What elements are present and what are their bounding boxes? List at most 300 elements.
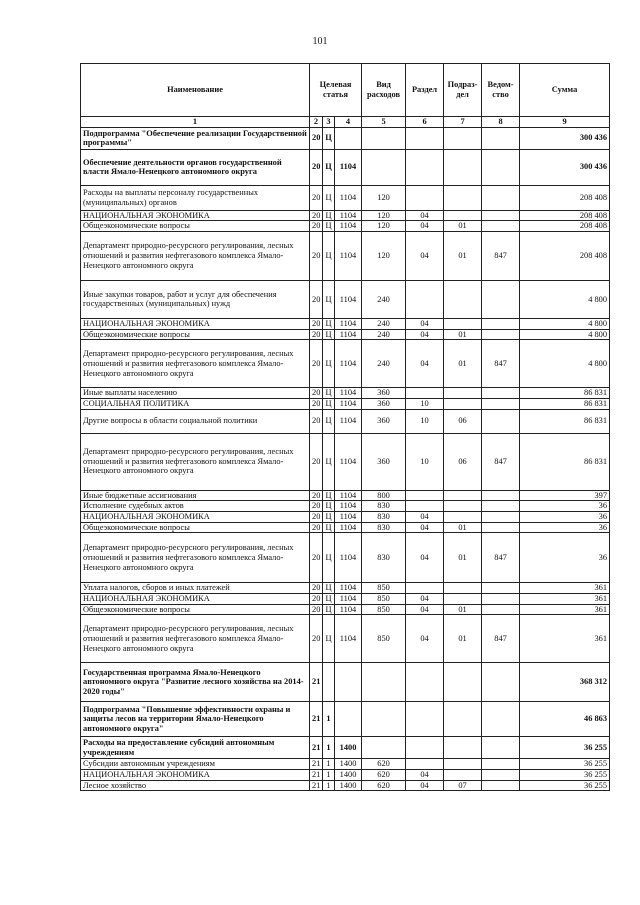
row-name: НАЦИОНАЛЬНАЯ ЭКОНОМИКА xyxy=(81,318,310,329)
row-target-2: Ц xyxy=(323,231,335,280)
column-number: 2 xyxy=(310,117,323,128)
table-row xyxy=(81,221,610,232)
row-target-1: 20 xyxy=(310,388,323,399)
row-dept: 847 xyxy=(482,433,520,490)
row-target-1: 20 xyxy=(310,615,323,663)
table-row xyxy=(81,127,610,149)
header-dept: Ведом-ство xyxy=(482,64,520,117)
row-sum: 208 408 xyxy=(520,210,610,221)
row-target-3: 1400 xyxy=(335,769,362,780)
row-name: Общеэкономические вопросы xyxy=(81,522,310,533)
row-target-1: 20 xyxy=(310,533,323,583)
row-target-3 xyxy=(335,663,362,702)
row-expense-type: 830 xyxy=(362,511,406,522)
table-row xyxy=(81,149,610,185)
row-dept xyxy=(482,185,520,210)
row-target-2: 1 xyxy=(323,769,335,780)
row-dept xyxy=(482,522,520,533)
row-name: Расходы на предоставление субсидий автономным учреждениям xyxy=(81,737,310,759)
table-row xyxy=(81,759,610,770)
row-sum: 36 xyxy=(520,522,610,533)
row-target-3 xyxy=(335,127,362,149)
row-target-1: 20 xyxy=(310,409,323,433)
table-row xyxy=(81,511,610,522)
row-name: НАЦИОНАЛЬНАЯ ЭКОНОМИКА xyxy=(81,593,310,604)
row-dept xyxy=(482,593,520,604)
row-sum: 36 255 xyxy=(520,759,610,770)
row-target-3: 1104 xyxy=(335,231,362,280)
row-target-3: 1104 xyxy=(335,533,362,583)
row-dept xyxy=(482,318,520,329)
row-name: Исполнение судебных актов xyxy=(81,501,310,512)
row-subsection xyxy=(444,511,482,522)
column-number: 5 xyxy=(362,117,406,128)
header-section: Раздел xyxy=(406,64,444,117)
row-sum: 300 436 xyxy=(520,127,610,149)
row-sum: 4 800 xyxy=(520,280,610,318)
row-target-3: 1104 xyxy=(335,409,362,433)
table-row xyxy=(81,433,610,490)
row-sum: 4 800 xyxy=(520,329,610,340)
row-target-2: Ц xyxy=(323,409,335,433)
table-row xyxy=(81,398,610,409)
row-target-2: Ц xyxy=(323,388,335,399)
row-subsection xyxy=(444,501,482,512)
row-target-3: 1104 xyxy=(335,593,362,604)
row-name: Государственная программа Ямало-Ненецкого автономного округа "Развитие лесного хозяйства на 2014-2020 годы" xyxy=(81,663,310,702)
row-sum: 36 xyxy=(520,511,610,522)
row-dept xyxy=(482,583,520,594)
row-sum: 208 408 xyxy=(520,221,610,232)
row-subsection xyxy=(444,388,482,399)
row-sum: 208 408 xyxy=(520,231,610,280)
column-number: 1 xyxy=(81,117,310,128)
table-row xyxy=(81,780,610,791)
row-target-2: Ц xyxy=(323,280,335,318)
row-section xyxy=(406,702,444,737)
row-dept xyxy=(482,780,520,791)
row-name: Иные бюджетные ассигнования xyxy=(81,490,310,501)
row-subsection: 01 xyxy=(444,522,482,533)
row-subsection xyxy=(444,583,482,594)
header-name: Наименование xyxy=(81,64,310,117)
row-section xyxy=(406,388,444,399)
row-sum: 36 xyxy=(520,501,610,512)
row-expense-type: 850 xyxy=(362,604,406,615)
table-row xyxy=(81,210,610,221)
row-sum: 86 831 xyxy=(520,433,610,490)
row-dept xyxy=(482,149,520,185)
row-sum: 208 408 xyxy=(520,185,610,210)
row-section xyxy=(406,737,444,759)
column-number: 4 xyxy=(335,117,362,128)
row-section xyxy=(406,759,444,770)
row-target-1: 20 xyxy=(310,522,323,533)
row-target-2: Ц xyxy=(323,433,335,490)
row-section: 04 xyxy=(406,511,444,522)
row-name: Лесное хозяйство xyxy=(81,780,310,791)
row-sum: 361 xyxy=(520,615,610,663)
row-name: Другие вопросы в области социальной политики xyxy=(81,409,310,433)
column-number: 8 xyxy=(482,117,520,128)
row-expense-type: 360 xyxy=(362,388,406,399)
row-name: Обеспечение деятельности органов государственной власти Ямало-Ненецкого автономного округа xyxy=(81,149,310,185)
page-number: 101 xyxy=(312,36,328,47)
row-subsection xyxy=(444,127,482,149)
row-section: 10 xyxy=(406,433,444,490)
row-section: 04 xyxy=(406,615,444,663)
row-subsection xyxy=(444,663,482,702)
header-expense: Вид расходов xyxy=(362,64,406,117)
row-target-2: Ц xyxy=(323,604,335,615)
row-target-2: Ц xyxy=(323,329,335,340)
table-row xyxy=(81,533,610,583)
row-subsection xyxy=(444,318,482,329)
row-target-2: Ц xyxy=(323,490,335,501)
row-name: Общеэкономические вопросы xyxy=(81,604,310,615)
row-dept xyxy=(482,280,520,318)
row-section: 04 xyxy=(406,318,444,329)
row-sum: 4 800 xyxy=(520,318,610,329)
row-sum: 368 312 xyxy=(520,663,610,702)
row-name: Общеэкономические вопросы xyxy=(81,221,310,232)
row-subsection xyxy=(444,593,482,604)
row-subsection xyxy=(444,702,482,737)
row-section: 04 xyxy=(406,604,444,615)
row-sum: 397 xyxy=(520,490,610,501)
row-target-3: 1104 xyxy=(335,149,362,185)
row-name: Субсидии автономным учреждениям xyxy=(81,759,310,770)
header-target: Целевая статья xyxy=(310,64,362,117)
row-expense-type: 120 xyxy=(362,231,406,280)
row-expense-type xyxy=(362,663,406,702)
row-expense-type: 120 xyxy=(362,210,406,221)
row-dept xyxy=(482,769,520,780)
row-target-1: 20 xyxy=(310,127,323,149)
row-expense-type: 620 xyxy=(362,759,406,770)
row-section: 04 xyxy=(406,769,444,780)
row-expense-type: 240 xyxy=(362,329,406,340)
row-target-1: 21 xyxy=(310,759,323,770)
row-target-1: 20 xyxy=(310,318,323,329)
row-target-3: 1104 xyxy=(335,280,362,318)
row-section: 04 xyxy=(406,340,444,388)
row-dept xyxy=(482,759,520,770)
row-section: 04 xyxy=(406,221,444,232)
row-expense-type: 360 xyxy=(362,398,406,409)
row-target-2: Ц xyxy=(323,533,335,583)
row-target-1: 21 xyxy=(310,780,323,791)
row-target-1: 20 xyxy=(310,490,323,501)
row-subsection: 06 xyxy=(444,409,482,433)
row-sum: 86 831 xyxy=(520,409,610,433)
table-row xyxy=(81,185,610,210)
row-target-3: 1104 xyxy=(335,615,362,663)
row-target-2: 1 xyxy=(323,780,335,791)
table-row xyxy=(81,340,610,388)
row-target-2: 1 xyxy=(323,737,335,759)
row-target-3: 1104 xyxy=(335,340,362,388)
row-target-3: 1104 xyxy=(335,210,362,221)
row-sum: 86 831 xyxy=(520,388,610,399)
row-subsection: 06 xyxy=(444,433,482,490)
row-name: Уплата налогов, сборов и иных платежей xyxy=(81,583,310,594)
row-dept: 847 xyxy=(482,615,520,663)
row-section xyxy=(406,127,444,149)
row-expense-type: 850 xyxy=(362,583,406,594)
row-target-1: 20 xyxy=(310,583,323,594)
row-dept: 847 xyxy=(482,340,520,388)
row-target-1: 20 xyxy=(310,149,323,185)
row-target-3: 1104 xyxy=(335,511,362,522)
row-target-1: 20 xyxy=(310,329,323,340)
row-target-1: 21 xyxy=(310,737,323,759)
header-sum: Сумма xyxy=(520,64,610,117)
row-name: НАЦИОНАЛЬНАЯ ЭКОНОМИКА xyxy=(81,511,310,522)
table-row xyxy=(81,329,610,340)
table-row xyxy=(81,769,610,780)
table-row xyxy=(81,604,610,615)
table-row xyxy=(81,702,610,737)
row-target-1: 20 xyxy=(310,604,323,615)
table-row xyxy=(81,280,610,318)
row-section xyxy=(406,663,444,702)
row-target-1: 20 xyxy=(310,231,323,280)
row-target-2: Ц xyxy=(323,593,335,604)
row-target-2: Ц xyxy=(323,210,335,221)
row-target-2: Ц xyxy=(323,340,335,388)
row-dept xyxy=(482,604,520,615)
row-target-3 xyxy=(335,702,362,737)
row-name: Департамент природно-ресурсного регулирования, лесных отношений и развития нефтегазового комплекса Ямало-Ненецкого автономного округа xyxy=(81,615,310,663)
row-target-3: 1104 xyxy=(335,583,362,594)
row-section xyxy=(406,149,444,185)
row-subsection: 07 xyxy=(444,780,482,791)
row-name: Подпрограмма "Обеспечение реализации Государственной программы" xyxy=(81,127,310,149)
row-subsection xyxy=(444,149,482,185)
row-target-3: 1400 xyxy=(335,737,362,759)
row-sum: 36 xyxy=(520,533,610,583)
table-row xyxy=(81,231,610,280)
row-expense-type xyxy=(362,149,406,185)
row-section: 04 xyxy=(406,533,444,583)
row-name: Общеэкономические вопросы xyxy=(81,329,310,340)
table-body xyxy=(81,127,610,791)
row-expense-type xyxy=(362,702,406,737)
row-subsection xyxy=(444,185,482,210)
row-target-2: 1 xyxy=(323,702,335,737)
table-row xyxy=(81,409,610,433)
row-target-3: 1104 xyxy=(335,388,362,399)
row-dept xyxy=(482,398,520,409)
row-target-2: Ц xyxy=(323,511,335,522)
row-subsection xyxy=(444,759,482,770)
row-target-1: 20 xyxy=(310,221,323,232)
row-expense-type xyxy=(362,127,406,149)
row-target-2: Ц xyxy=(323,583,335,594)
row-target-2: Ц xyxy=(323,318,335,329)
row-name: СОЦИАЛЬНАЯ ПОЛИТИКА xyxy=(81,398,310,409)
row-dept xyxy=(482,388,520,399)
row-expense-type: 830 xyxy=(362,501,406,512)
row-target-1: 21 xyxy=(310,663,323,702)
row-subsection xyxy=(444,490,482,501)
row-expense-type: 120 xyxy=(362,221,406,232)
row-dept xyxy=(482,221,520,232)
row-sum: 36 255 xyxy=(520,737,610,759)
row-dept xyxy=(482,127,520,149)
row-target-3: 1104 xyxy=(335,501,362,512)
row-subsection: 01 xyxy=(444,231,482,280)
row-name: Иные закупки товаров, работ и услуг для обеспечения государственных (муниципальных) нужд xyxy=(81,280,310,318)
row-dept xyxy=(482,210,520,221)
row-dept xyxy=(482,737,520,759)
row-target-2: Ц xyxy=(323,522,335,533)
row-target-3: 1104 xyxy=(335,522,362,533)
row-dept xyxy=(482,329,520,340)
row-expense-type: 360 xyxy=(362,433,406,490)
column-number: 9 xyxy=(520,117,610,128)
row-expense-type: 120 xyxy=(362,185,406,210)
row-target-3: 1400 xyxy=(335,780,362,791)
row-target-3: 1104 xyxy=(335,490,362,501)
row-sum: 361 xyxy=(520,593,610,604)
row-target-1: 20 xyxy=(310,511,323,522)
row-target-2: Ц xyxy=(323,615,335,663)
row-name: НАЦИОНАЛЬНАЯ ЭКОНОМИКА xyxy=(81,210,310,221)
row-dept xyxy=(482,702,520,737)
row-subsection xyxy=(444,398,482,409)
row-name: Департамент природно-ресурсного регулирования, лесных отношений и развития нефтегазового комплекса Ямало-Ненецкого автономного округа xyxy=(81,231,310,280)
row-sum: 86 831 xyxy=(520,398,610,409)
row-target-2: Ц xyxy=(323,398,335,409)
row-section xyxy=(406,490,444,501)
row-name: НАЦИОНАЛЬНАЯ ЭКОНОМИКА xyxy=(81,769,310,780)
row-sum: 361 xyxy=(520,604,610,615)
row-subsection: 01 xyxy=(444,329,482,340)
row-target-2: Ц xyxy=(323,127,335,149)
row-target-3: 1104 xyxy=(335,221,362,232)
row-target-2: Ц xyxy=(323,221,335,232)
column-number: 7 xyxy=(444,117,482,128)
row-dept xyxy=(482,501,520,512)
row-target-1: 20 xyxy=(310,501,323,512)
row-sum: 36 255 xyxy=(520,780,610,791)
row-dept: 847 xyxy=(482,533,520,583)
row-target-1: 20 xyxy=(310,185,323,210)
row-expense-type: 830 xyxy=(362,522,406,533)
row-subsection xyxy=(444,769,482,780)
row-sum: 361 xyxy=(520,583,610,594)
row-target-2 xyxy=(323,663,335,702)
column-number: 3 xyxy=(323,117,335,128)
row-target-2: Ц xyxy=(323,501,335,512)
row-target-1: 20 xyxy=(310,340,323,388)
row-section: 10 xyxy=(406,409,444,433)
row-expense-type: 850 xyxy=(362,593,406,604)
table-row xyxy=(81,615,610,663)
row-section: 04 xyxy=(406,329,444,340)
row-dept xyxy=(482,490,520,501)
row-target-1: 20 xyxy=(310,593,323,604)
row-sum: 46 863 xyxy=(520,702,610,737)
row-target-3: 1104 xyxy=(335,329,362,340)
row-subsection: 01 xyxy=(444,533,482,583)
row-expense-type: 240 xyxy=(362,340,406,388)
row-target-3: 1400 xyxy=(335,759,362,770)
row-section xyxy=(406,280,444,318)
table-row xyxy=(81,593,610,604)
row-name: Департамент природно-ресурсного регулирования, лесных отношений и развития нефтегазового комплекса Ямало-Ненецкого автономного округа xyxy=(81,340,310,388)
row-section xyxy=(406,185,444,210)
row-target-2: Ц xyxy=(323,185,335,210)
row-target-1: 20 xyxy=(310,280,323,318)
table-row xyxy=(81,737,610,759)
row-expense-type: 620 xyxy=(362,769,406,780)
row-target-3: 1104 xyxy=(335,185,362,210)
row-target-3: 1104 xyxy=(335,433,362,490)
row-name: Иные выплаты населению xyxy=(81,388,310,399)
row-subsection: 01 xyxy=(444,340,482,388)
row-subsection: 01 xyxy=(444,604,482,615)
row-target-1: 20 xyxy=(310,398,323,409)
row-dept xyxy=(482,511,520,522)
row-expense-type: 240 xyxy=(362,318,406,329)
table-row xyxy=(81,663,610,702)
row-expense-type: 620 xyxy=(362,780,406,791)
header-row xyxy=(81,64,610,117)
row-sum: 4 800 xyxy=(520,340,610,388)
row-subsection xyxy=(444,280,482,318)
row-sum: 300 436 xyxy=(520,149,610,185)
row-name: Подпрограмма "Повышение эффективности охраны и защиты лесов на территории Ямало-Ненецкого автономного округа" xyxy=(81,702,310,737)
row-target-3: 1104 xyxy=(335,604,362,615)
table-row xyxy=(81,501,610,512)
row-target-1: 20 xyxy=(310,433,323,490)
row-expense-type: 850 xyxy=(362,615,406,663)
row-section: 04 xyxy=(406,522,444,533)
row-expense-type: 800 xyxy=(362,490,406,501)
row-dept: 847 xyxy=(482,231,520,280)
row-expense-type: 830 xyxy=(362,533,406,583)
row-section: 04 xyxy=(406,593,444,604)
budget-table xyxy=(80,63,610,791)
row-section: 10 xyxy=(406,398,444,409)
row-expense-type: 360 xyxy=(362,409,406,433)
row-section: 04 xyxy=(406,210,444,221)
row-name: Департамент природно-ресурсного регулирования, лесных отношений и развития нефтегазового комплекса Ямало-Ненецкого автономного округа xyxy=(81,533,310,583)
row-subsection xyxy=(444,210,482,221)
row-target-2: Ц xyxy=(323,149,335,185)
row-section: 04 xyxy=(406,231,444,280)
row-name: Расходы на выплаты персоналу государственных (муниципальных) органов xyxy=(81,185,310,210)
row-target-2: 1 xyxy=(323,759,335,770)
row-subsection xyxy=(444,737,482,759)
column-number: 6 xyxy=(406,117,444,128)
row-target-1: 21 xyxy=(310,702,323,737)
row-expense-type: 240 xyxy=(362,280,406,318)
table-row xyxy=(81,522,610,533)
row-expense-type xyxy=(362,737,406,759)
row-target-3: 1104 xyxy=(335,318,362,329)
row-section xyxy=(406,583,444,594)
row-target-3: 1104 xyxy=(335,398,362,409)
table-row xyxy=(81,490,610,501)
table-row xyxy=(81,318,610,329)
row-subsection: 01 xyxy=(444,615,482,663)
row-target-1: 21 xyxy=(310,769,323,780)
row-subsection: 01 xyxy=(444,221,482,232)
